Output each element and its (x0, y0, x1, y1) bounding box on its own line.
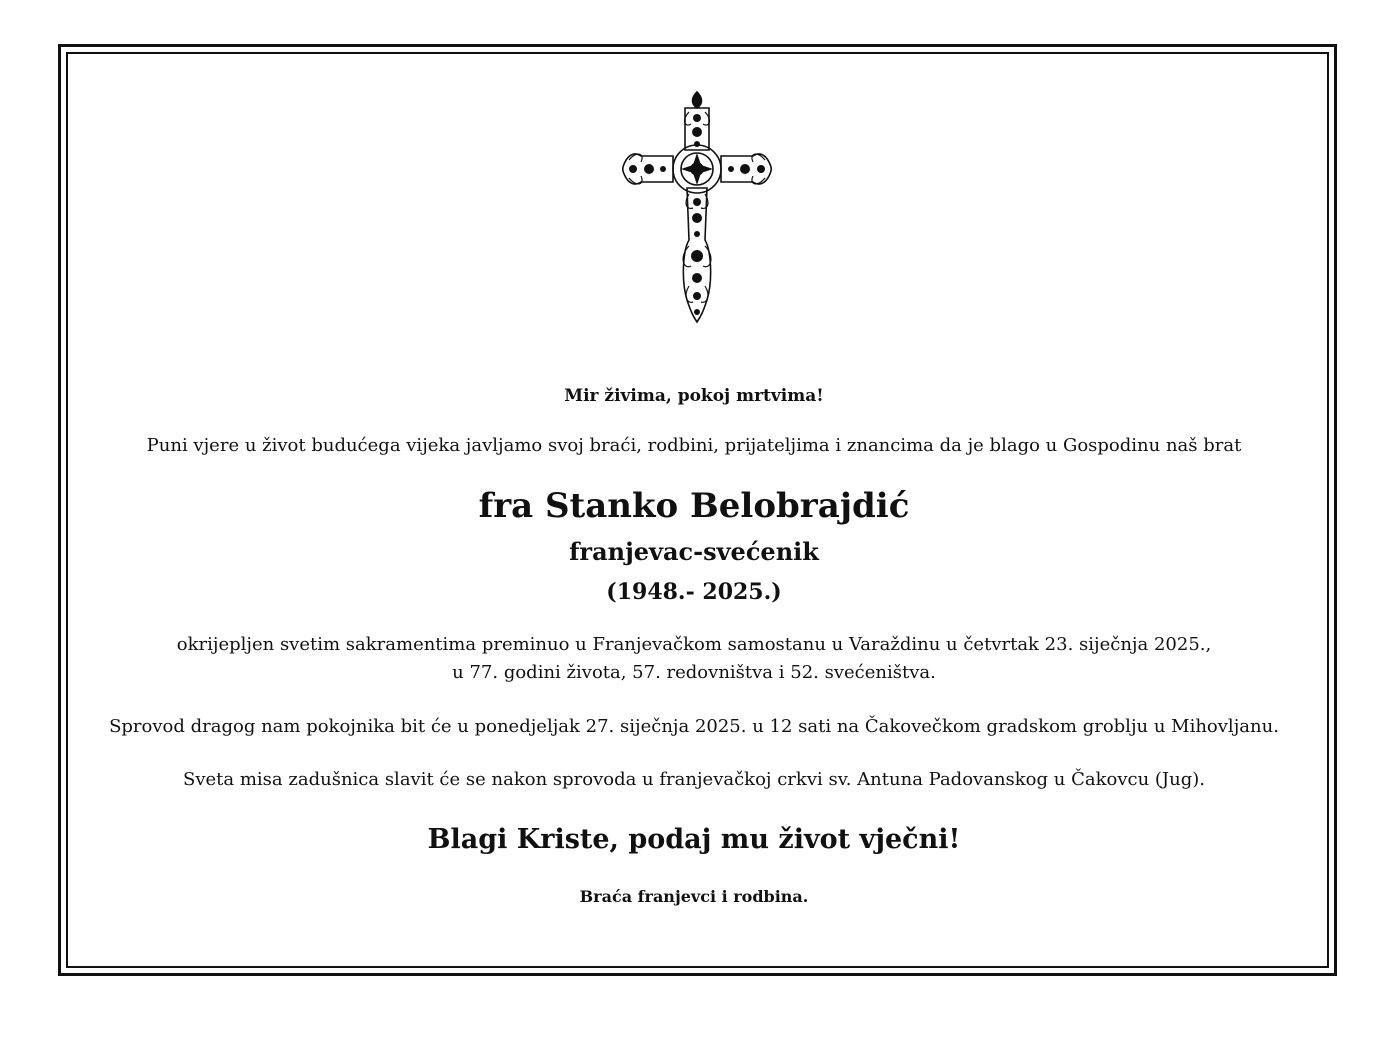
signature: Braća franjevci i rodbina. (579, 887, 809, 906)
deceased-role: franjevac-svećenik (569, 537, 819, 566)
funeral-details: Sprovod dragog nam pokojnika bit će u ponedjeljak 27. siječnja 2025. u 12 sati na Čakovečkom gradskom groblju u Mihovljanu. (109, 716, 1279, 737)
closing-prayer: Blagi Kriste, podaj mu život vječni! (427, 824, 961, 855)
death-details-line-2: u 77. godini života, 57. redovništva i 52. svećeništva. (452, 662, 936, 683)
death-details-line-1: okrijepljen svetim sakramentima preminuo u Franjevačkom samostanu u Varaždinu u četvrtak 23. siječnja 2025., (176, 634, 1212, 655)
notice-motto: Mir živima, pokoj mrtvima! (564, 386, 824, 406)
notice-intro: Puni vjere u život budućega vijeka javljamo svoj braći, rodbini, prijateljima i znancima da je blago u Gospodinu naš brat (146, 435, 1242, 456)
deceased-years: (1948.- 2025.) (606, 579, 782, 605)
ornate-cross-icon (621, 90, 773, 326)
memorial-mass-details: Sveta misa zadušnica slavit će se nakon sprovoda u franjevačkoj crkvi sv. Antuna Padovanskog u Čakovcu (Jug). (183, 769, 1205, 790)
deceased-name: fra Stanko Belobrajdić (478, 486, 910, 526)
